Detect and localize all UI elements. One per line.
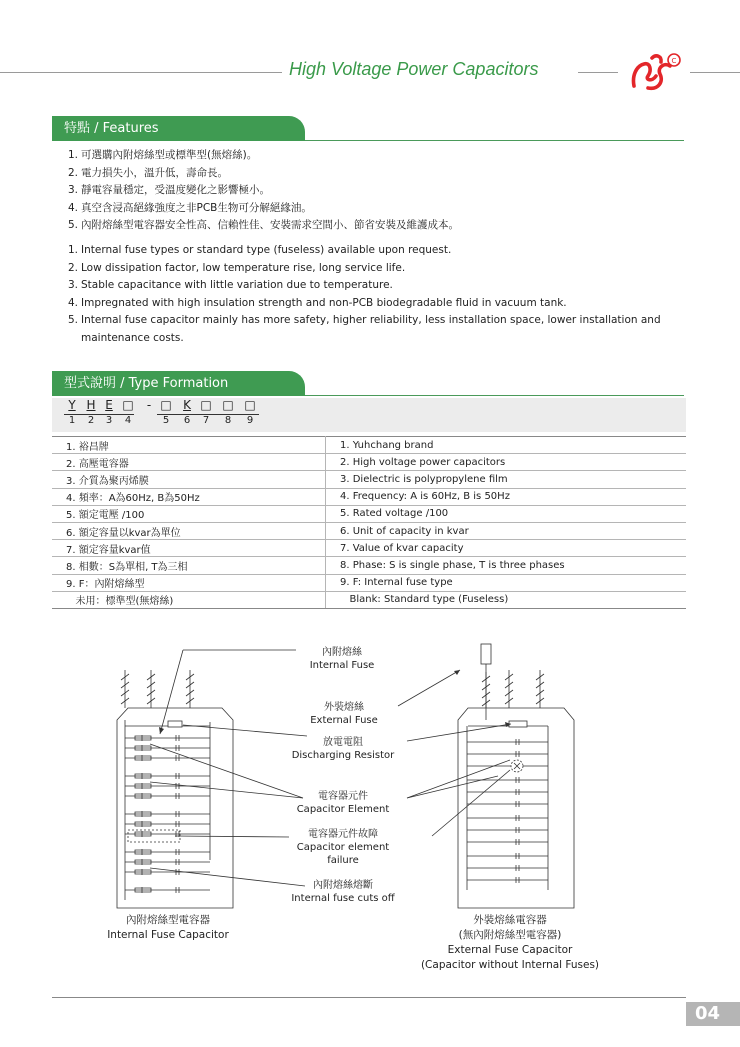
list-item: 5. Internal fuse capacitor mainly has more safety, higher reliability, less installation space, lower installation and <box>68 314 661 326</box>
table-row: 7. 額定容量kvar值 7. Value of kvar capacity <box>52 540 686 557</box>
fuse-cuts-off-label: 內附熔絲熔斷 Internal fuse cuts off <box>291 880 395 904</box>
header-rule-right <box>578 72 618 73</box>
header-rule-far-right <box>690 72 740 73</box>
code-index: 7 <box>202 415 210 426</box>
table-row: 未用：標準型(無熔絲) Blank: Standard type (Fuseless) <box>52 591 686 608</box>
table-row: 6. 額定容量以kvar為單位 6. Unit of capacity in kvar <box>52 522 686 539</box>
list-item: 4. Impregnated with high insulation strength and non-PCB biodegradable fluid in vacuum tank. <box>68 296 567 309</box>
code-char: □ <box>122 398 134 412</box>
header-rule-left <box>0 72 282 73</box>
internal-fuse-label: 內附熔絲 Internal Fuse <box>309 647 375 671</box>
list-item: 2. 電力損失小，溫升低，壽命長。 <box>68 166 228 179</box>
code-char: □ <box>244 398 256 412</box>
code-index: 8 <box>224 415 232 426</box>
element-failure-label: 電容器元件故障 Capacitor element failure <box>296 829 390 866</box>
capacitor-element-label: 電容器元件 Capacitor Element <box>296 791 390 815</box>
code-char: □ <box>222 398 234 412</box>
type-formation-table <box>52 436 686 609</box>
features-tab: 特點 / Features <box>52 116 305 141</box>
right-capacitor-caption: 外裝熔絲電容器 (無內附熔絲型電容器) External Fuse Capacitor (Capacitor without Internal Fuses) <box>420 914 600 971</box>
table-row: 9. F：內附熔絲型 9. F: Internal fuse type <box>52 574 686 591</box>
left-capacitor-caption: 內附熔絲型電容器 Internal Fuse Capacitor <box>107 914 229 941</box>
logo-icon <box>628 50 684 94</box>
list-item: 4. 真空含浸高絕緣強度之非PCB生物可分解絕緣油。 <box>68 201 312 214</box>
left-capacitor-elements <box>125 735 210 893</box>
code-index: 4 <box>124 415 132 426</box>
list-item: 1. 可選購內附熔絲型或標準型(無熔絲)。 <box>68 149 258 161</box>
list-item: 3. 靜電容量穩定，受溫度變化之影響極小。 <box>68 184 270 196</box>
footer-rule <box>52 997 686 998</box>
svg-text:C: C <box>671 57 677 65</box>
capacitor-diagram <box>0 630 740 910</box>
code-char: □ <box>200 398 212 412</box>
code-char: K <box>183 398 191 412</box>
table-row: 4. 頻率：A為60Hz, B為50Hz 4. Frequency: A is 60Hz, B is 50Hz <box>52 488 686 505</box>
external-fuse-icon <box>481 644 491 664</box>
table-row: 3. 介質為聚丙烯膜 3. Dielectric is polypropylene film <box>52 471 686 488</box>
code-char: H <box>86 398 96 412</box>
list-item: 1. Internal fuse types or standard type (fuseless) available upon request. <box>68 244 452 256</box>
discharging-resistor-label: 放電電阻 Discharging Resistor <box>291 737 395 761</box>
table-row: 2. 高壓電容器 2. High voltage power capacitors <box>52 454 686 471</box>
left-bushing <box>121 670 194 708</box>
type-formation-tab: 型式說明 / Type Formation <box>52 371 305 396</box>
table-row: 8. 相數：S為單相, T為三相 8. Phase: S is single phase, T is three phases <box>52 557 686 574</box>
code-index: 5 <box>162 415 170 426</box>
code-index: 9 <box>246 415 254 426</box>
code-index: 6 <box>183 415 191 426</box>
list-item: 2. Low dissipation factor, low temperature rise, long service life. <box>68 261 406 274</box>
list-item: 5. 內附熔絲型電容器安全性高、信賴性佳、安裝需求空間小、節省安裝及維護成本。 <box>68 219 459 231</box>
list-item: 3. Stable capacitance with little variation due to temperature. <box>68 279 393 291</box>
code-char: - <box>146 398 152 412</box>
list-item: maintenance costs. <box>81 331 184 344</box>
table-row: 5. 額定電壓 /100 5. Rated voltage /100 <box>52 505 686 522</box>
code-index: 1 <box>68 415 76 426</box>
right-bushing <box>482 670 544 708</box>
page-title: High Voltage Power Capacitors <box>289 59 539 79</box>
code-char: E <box>105 398 113 412</box>
table-row: 1. 裕昌牌 1. Yuhchang brand <box>52 437 686 454</box>
page-number: 04 <box>686 1002 740 1026</box>
code-index: 2 <box>87 415 95 426</box>
code-index: 3 <box>105 415 113 426</box>
code-char: □ <box>160 398 172 412</box>
code-char: Y <box>68 398 76 412</box>
external-fuse-label: 外裝熔絲 External Fuse <box>310 702 378 726</box>
